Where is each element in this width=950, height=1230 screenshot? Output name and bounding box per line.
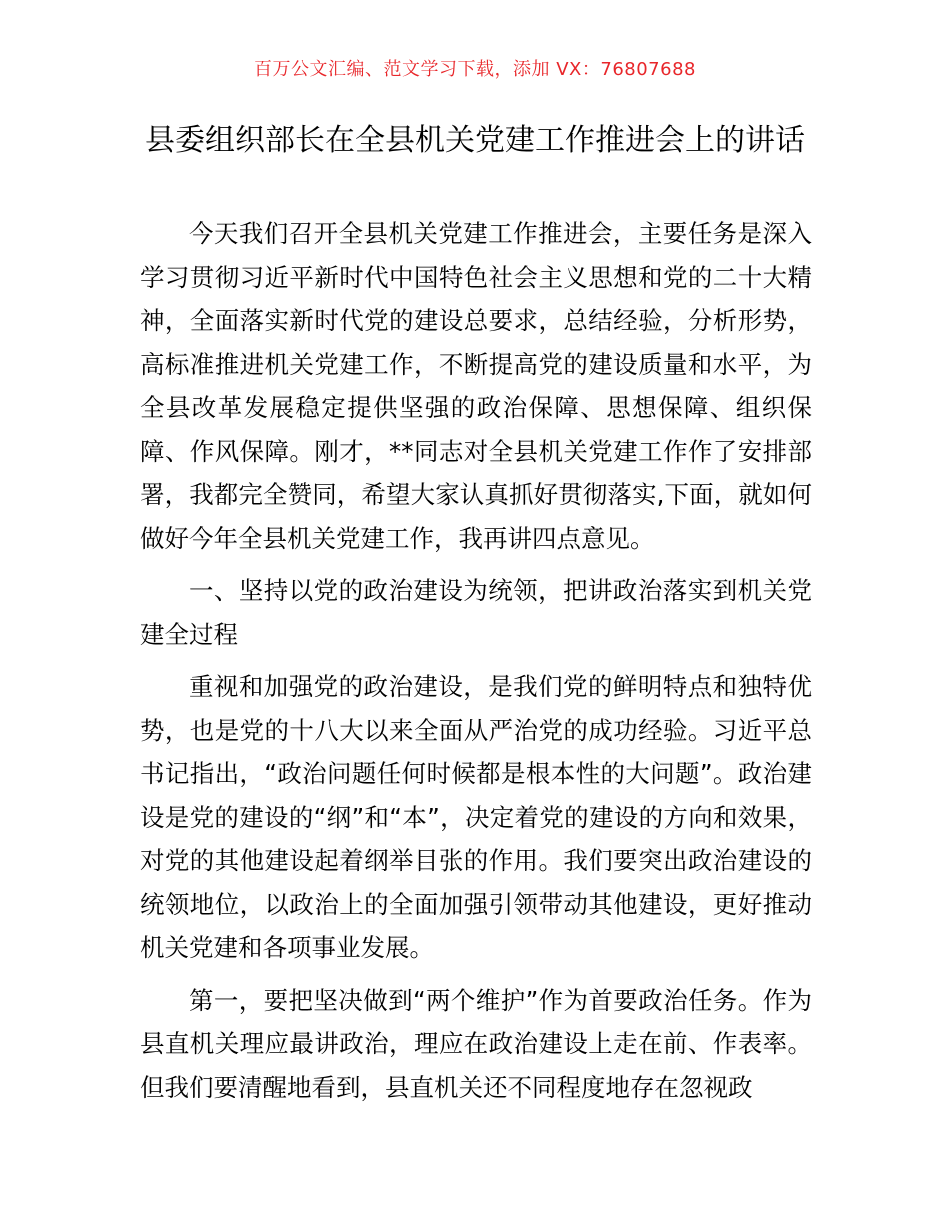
paragraph-first-point: 第一，要把坚决做到“两个维护”作为首要政治任务。作为县直机关理应最讲政治，理应在政治建设上走在前、作表率。但我们要清醒地看到，县直机关还不同程度地存在忽视政	[140, 985, 812, 1102]
section-heading-one: 一、坚持以党的政治建设为统领，把讲政治落实到机关党建全过程	[140, 576, 812, 649]
paragraph-political-building: 重视和加强党的政治建设，是我们党的鲜明特点和独特优势，也是党的十八大以来全面从严治党的成功经验。习近平总书记指出，“政治问题任何时候都是根本性的大问题”。政治建设是党的建设的“纲”和“本”，决定着党的建设的方向和效果，对党的其他建设起着纲举目张的作用。我们要突出政治建设的统领地位，以政治上的全面加强引领带动其他建设，更好推动机关党建和各项事业发展。	[140, 672, 812, 962]
document-body	[140, 212, 812, 1109]
watermark: 百万公文汇编、范文学习下载，添加 VX：76807688	[254, 59, 696, 80]
document-title: 县委组织部长在全县机关党建工作推进会上的讲话	[145, 123, 805, 158]
paragraph-intro: 今天我们召开全县机关党建工作推进会，主要任务是深入学习贯彻习近平新时代中国特色社会主义思想和党的二十大精神，全面落实新时代党的建设总要求，总结经验，分析形势，高标准推进机关党建工作，不断提高党的建设质量和水平，为全县改革发展稳定提供坚强的政治保障、思想保障、组织保障、作风保障。刚才，**同志对全县机关党建工作作了安排部署，我都完全赞同，希望大家认真抓好贯彻落实,下面，就如何做好今年全县机关党建工作，我再讲四点意见。	[140, 219, 812, 553]
